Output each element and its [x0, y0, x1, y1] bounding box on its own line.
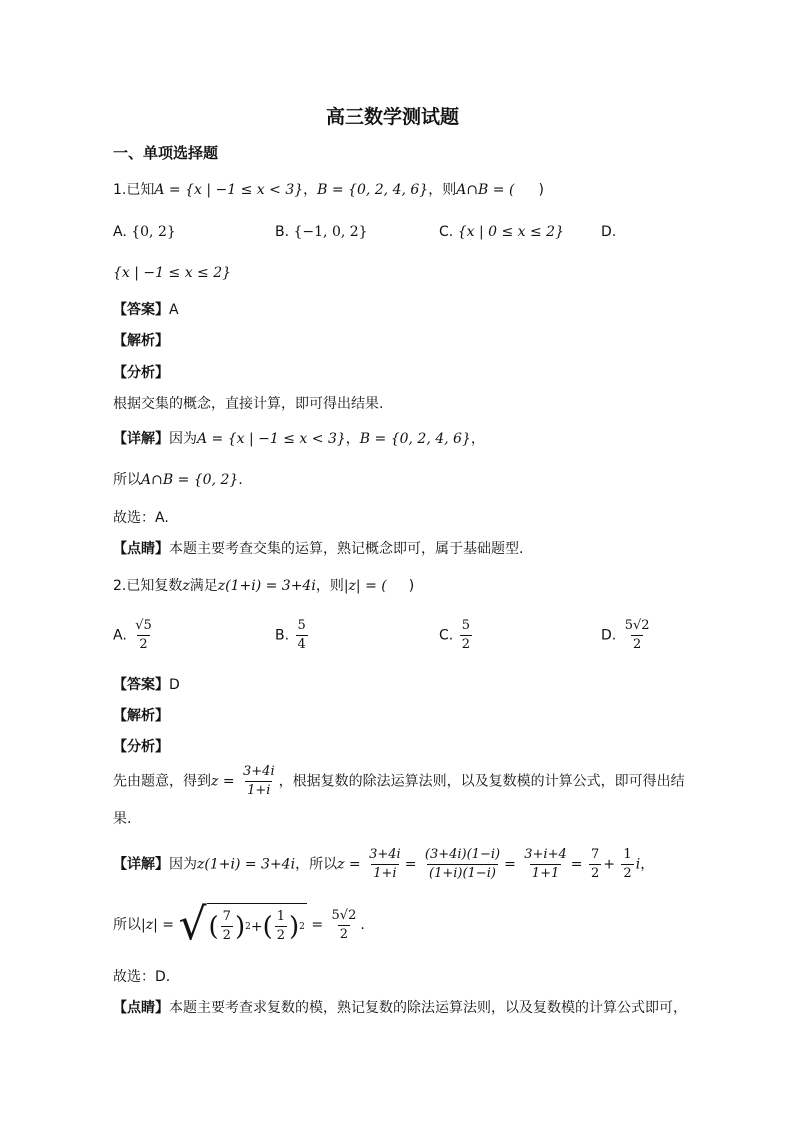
q2-result-num: 5√2	[331, 907, 357, 923]
q2-option-a-num: √5	[135, 618, 152, 633]
q2-fenxi-post: ，根据复数的除法运算法则，以及复数模的计算公式，即可得出结	[278, 773, 685, 790]
q2-fenxi-num: 3+4i	[243, 764, 275, 779]
q2-radical-frac2-num: 1	[276, 909, 285, 924]
q2-detail-mid: ，所以	[295, 856, 338, 873]
q2-comment-tag: 【点睛】	[113, 1000, 169, 1016]
q1-fenxi-text: 根据交集的概念，直接计算，即可得出结果.	[113, 396, 384, 412]
q1-sep: ，	[303, 182, 318, 198]
q1-detail-end: ，	[470, 431, 485, 447]
q2-fenxi-den: 1+i	[247, 783, 271, 798]
q2-option-c	[439, 618, 474, 653]
q1-comment-text: 本题主要考查交集的运算，熟记概念即可，属于基础题型.	[169, 541, 524, 557]
q2-stem-prefix: 2.已知复数	[113, 578, 183, 594]
q2-radical-body	[207, 903, 307, 947]
q1-option-b-label: B.	[275, 224, 290, 240]
q2-fenxi-line	[113, 764, 685, 799]
q2-radical	[178, 899, 306, 950]
q2-option-a-label: A.	[113, 627, 127, 644]
q2-detail-end: ，	[640, 856, 655, 873]
q1-detail-set-a: A = {x | −1 ≤ x < 3}	[197, 431, 346, 447]
q1-option-c-value: {x | 0 ≤ x ≤ 2}	[457, 224, 564, 240]
q2-choose: 故选：D.	[113, 969, 171, 985]
radical-symbol: √	[178, 899, 207, 950]
q1-detail-set-b: B = {0, 2, 4, 6}	[359, 431, 471, 447]
q1-option-a-label: A.	[113, 224, 127, 240]
q1-conclusion	[113, 470, 243, 490]
q1-answer-value: A	[169, 302, 179, 318]
q2-radical-frac1	[221, 909, 233, 944]
q1-stem-mid: ，则	[428, 182, 457, 198]
q1-analysis-tag: 【解析】	[113, 333, 169, 349]
page-title: 高三数学测试题	[326, 106, 460, 128]
q1-detail-tag: 【详解】	[113, 431, 169, 447]
q2-option-b-num: 5	[297, 618, 306, 633]
q2-option-c-den: 2	[461, 637, 470, 652]
q2-detail-plus: +	[603, 856, 615, 873]
q2-comment	[113, 998, 687, 1018]
q2-stem-mid2: ，则	[315, 578, 344, 594]
q1-comment-tag: 【点睛】	[113, 541, 169, 557]
q1-choose: 故选：A.	[113, 510, 169, 526]
left-paren: (	[208, 911, 219, 942]
q2-option-d-den: 2	[632, 637, 642, 652]
q2-detail-frac1-den: 1+i	[373, 866, 397, 881]
q2-condition: z(1+i) = 3+4i	[217, 578, 316, 594]
q1-set-a: A = {x | −1 ≤ x < 3}	[154, 182, 304, 198]
q2-answer-tag: 【答案】	[113, 677, 169, 693]
q2-detail-eq3: =	[570, 856, 583, 873]
q2-result-den: 2	[339, 926, 349, 942]
q1-detail-sep: ，	[345, 431, 360, 447]
q2-stem-mid: 满足	[189, 578, 218, 594]
q1-stem	[113, 180, 544, 200]
q2-fenxi-pre: 先由题意，得到	[113, 773, 211, 790]
q2-option-a-fraction	[133, 618, 154, 653]
q2-detail-tag: 【详解】	[113, 856, 169, 873]
q2-detail-frac4	[589, 847, 601, 882]
q2-radical-frac2-den: 2	[276, 928, 285, 943]
q2-detail-frac5-den: 2	[623, 866, 632, 881]
q2-fenxi-tag: 【分析】	[113, 739, 169, 755]
q2-detail-eq1: =	[404, 856, 417, 873]
q2-option-d-fraction	[623, 618, 652, 653]
q1-option-c	[439, 222, 564, 242]
right-paren: )	[289, 911, 300, 942]
q2-fenxi-fraction	[241, 764, 277, 799]
q2-option-d-num: 5√2	[624, 618, 650, 633]
q2-paren-close: )	[408, 578, 415, 594]
q2-detail-frac1-num: 3+4i	[369, 847, 401, 862]
q2-stem	[113, 576, 414, 596]
q2-detail-frac4-num: 7	[590, 847, 600, 862]
q2-so-abs: |z| =	[141, 917, 174, 933]
q2-option-b-fraction	[296, 618, 308, 653]
q1-so-expr: A∩B = {0, 2}	[141, 472, 239, 488]
q2-var-z: z	[182, 578, 190, 594]
q2-detail-frac1	[367, 847, 403, 882]
q1-comment	[113, 539, 523, 559]
q2-option-c-fraction	[460, 618, 472, 653]
q2-result-fraction	[330, 908, 359, 943]
q2-detail-frac2-den: (1+i)(1−i)	[429, 866, 496, 881]
q2-detail-z: z =	[337, 856, 361, 873]
q2-option-c-num: 5	[461, 618, 470, 633]
q2-radical-frac2	[275, 909, 287, 944]
q2-so-pre: 所以	[113, 917, 141, 933]
q1-detail-pre: 因为	[169, 431, 197, 447]
section-heading: 一、单项选择题	[113, 144, 219, 162]
q2-so-eq: =	[311, 917, 324, 933]
q2-option-a	[113, 618, 156, 653]
q2-detail-pre: 因为	[169, 856, 197, 873]
q1-so-pre: 所以	[113, 472, 141, 488]
q1-stem-prefix: 1.已知	[113, 182, 155, 198]
q2-detail-i: i	[635, 856, 641, 873]
q2-fenxi-z: z =	[211, 773, 235, 790]
q2-detail	[113, 847, 654, 882]
q1-paren-close: )	[538, 182, 544, 198]
q2-conclusion	[113, 899, 365, 950]
q2-fenxi-line2: 果.	[113, 811, 132, 827]
q2-detail-frac5	[621, 847, 633, 882]
q2-radical-frac1-num: 7	[222, 909, 231, 924]
q2-answer	[113, 675, 180, 695]
q2-detail-frac3-den: 1+1	[531, 866, 560, 881]
q2-so-end: .	[360, 917, 365, 933]
q1-option-b-value: {−1, 0, 2}	[293, 224, 368, 240]
q2-radical-frac1-den: 2	[222, 928, 231, 943]
q1-option-a-value: {0, 2}	[131, 224, 176, 240]
q2-option-a-den: 2	[139, 637, 148, 652]
q2-abs-expr: |z| = (	[343, 578, 387, 594]
q2-detail-frac3	[522, 847, 569, 882]
q2-option-d-label: D.	[601, 627, 617, 644]
q2-detail-frac4-den: 2	[590, 866, 600, 881]
q1-fenxi-tag: 【分析】	[113, 365, 169, 381]
right-paren: )	[234, 911, 246, 942]
q2-option-b-label: B.	[275, 627, 290, 644]
q2-detail-frac2-num: (3+4i)(1−i)	[424, 847, 501, 862]
q2-option-b	[275, 618, 310, 653]
q2-analysis-tag: 【解析】	[113, 708, 169, 724]
q1-expr: A∩B = (	[456, 182, 515, 198]
q1-answer	[113, 300, 179, 320]
q2-detail-frac2	[423, 847, 502, 882]
q2-detail-frac3-num: 3+i+4	[524, 847, 567, 862]
q2-detail-cond: z(1+i) = 3+4i	[197, 856, 296, 873]
q1-detail	[113, 429, 485, 449]
q2-answer-value: D	[169, 677, 180, 693]
q2-detail-eq2: =	[504, 856, 516, 873]
q2-option-c-label: C.	[439, 627, 454, 644]
q1-answer-tag: 【答案】	[113, 302, 169, 318]
q2-detail-frac5-num: 1	[623, 847, 632, 862]
q1-option-d-value: {x | −1 ≤ x ≤ 2}	[113, 265, 232, 281]
q2-option-b-den: 4	[297, 637, 306, 652]
q1-so-end: .	[238, 472, 243, 488]
q1-option-c-label: C.	[439, 224, 454, 240]
q2-radical-exp2: 2	[299, 921, 305, 932]
left-paren: (	[262, 911, 273, 942]
q2-option-d	[601, 618, 654, 653]
q2-radical-exp1: 2	[245, 921, 251, 932]
q2-radical-plus: +	[250, 918, 263, 935]
q1-option-d: D.	[601, 224, 617, 240]
q1-set-b: B = {0, 2, 4, 6}	[317, 182, 429, 198]
q1-option-a	[113, 222, 176, 242]
q1-option-b	[275, 222, 368, 242]
q2-comment-text: 本题主要考查求复数的模，熟记复数的除法运算法则，以及复数模的计算公式即可，	[169, 1000, 687, 1016]
